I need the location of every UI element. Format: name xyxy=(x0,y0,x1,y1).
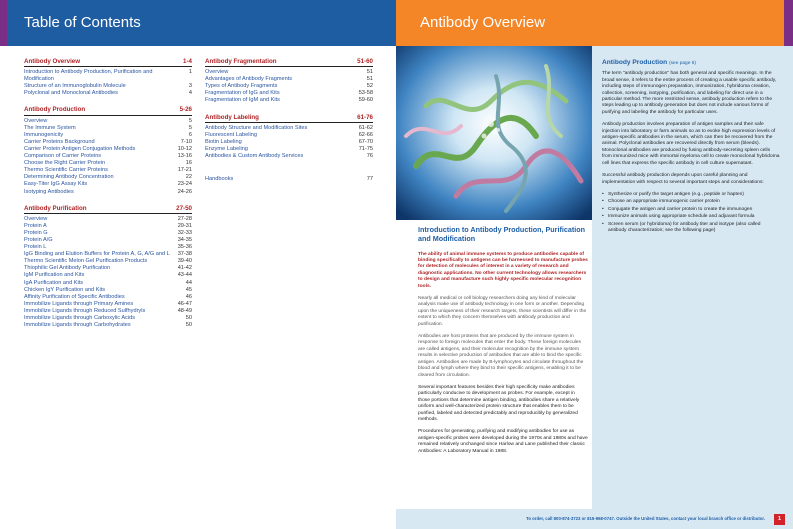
toc-entry[interactable] xyxy=(24,69,192,83)
toc-section xyxy=(205,58,373,105)
protein-structure-image xyxy=(396,46,592,220)
toc-entry[interactable] xyxy=(205,97,373,104)
sidebar-heading-text: Antibody Production xyxy=(602,59,668,66)
toc-entry[interactable] xyxy=(24,294,192,301)
toc-entry-page: 77 xyxy=(366,176,373,183)
list-item: • Conjugate the antigen and carrier protein to create the immunogen xyxy=(602,207,780,213)
toc-entry-page: 53-58 xyxy=(358,90,373,97)
toc-entry-title: Immobilize Ligands through Primary Amines xyxy=(24,300,134,307)
toc-entry-title: Overview xyxy=(205,69,229,76)
toc-entry[interactable] xyxy=(205,153,373,160)
toc-section xyxy=(24,205,192,330)
toc-entry[interactable] xyxy=(24,83,192,90)
toc-entry-page: 44 xyxy=(185,279,192,286)
toc-entry[interactable] xyxy=(24,223,192,230)
toc-entry-title: Immunogenicity xyxy=(24,131,64,138)
toc-section-heading[interactable] xyxy=(205,58,373,67)
page-number: 1 xyxy=(774,514,785,525)
toc-section-title: Antibody Production xyxy=(24,106,86,114)
toc-entry[interactable] xyxy=(24,90,192,97)
toc-entry-page: 24-26 xyxy=(177,188,192,195)
toc-entry-title: Protein L xyxy=(24,244,47,251)
intro-lead-paragraph: The ability of animal immune systems to produce antibodies capable of binding specifically to antigens can be harnessed to manufacture probes for detection of molecules of interest in a variety of research and diagnostic applications. No other current technology allows researchers to design and manufacture such highly specific molecular recognition tools. xyxy=(418,251,588,289)
toc-entry-page: 5 xyxy=(188,124,192,131)
toc-section-heading[interactable] xyxy=(205,114,373,123)
toc-entry-title: The Immune System xyxy=(24,124,76,131)
toc-entry[interactable] xyxy=(24,251,192,258)
toc-entry[interactable] xyxy=(24,237,192,244)
antibody-production-sidebar xyxy=(602,60,780,235)
toc-entry-title: Immobilize Ligands through Reduced Sulfhydryls xyxy=(24,307,146,314)
toc-entry-title: Thermo Scientific Melon Gel Purification Products xyxy=(24,258,148,265)
toc-entry-page: 5 xyxy=(188,117,192,124)
toc-entry-page: 7-10 xyxy=(180,138,192,145)
toc-entry-title: Isotyping Antibodies xyxy=(24,188,74,195)
toc-entry-title: Antibody Structure and Modification Sites xyxy=(205,124,308,131)
toc-entry[interactable] xyxy=(205,139,373,146)
toc-entry-page: 51 xyxy=(366,69,373,76)
toc-entry[interactable] xyxy=(24,308,192,315)
toc-entry[interactable] xyxy=(24,315,192,322)
toc-entry-title: Antibodies & Custom Antibody Services xyxy=(205,153,304,160)
toc-entry-page: 50 xyxy=(185,322,192,329)
toc-entry-page: 32-33 xyxy=(177,229,192,236)
toc-entry-title: Determining Antibody Concentration xyxy=(24,174,114,181)
toc-entry[interactable] xyxy=(24,272,192,279)
list-item: • Choose an appropriate immunogenic carrier protein xyxy=(602,199,780,205)
toc-entry-title: IgA Purification and Kits xyxy=(24,279,84,286)
toc-entry-page: 61-62 xyxy=(358,124,373,131)
intro-paragraph: Nearly all medical or cell biology researchers doing any kind of molecular analysis make use of antibody technology in one form or another. Depending upon the uniqueness of their research targets, these scientists will differ in the extent to which they concern themselves with antibody production and purification. xyxy=(418,296,587,327)
toc-entry[interactable] xyxy=(24,118,192,125)
toc-entry-page: 52 xyxy=(366,83,373,90)
considerations-list xyxy=(602,192,780,234)
toc-entry[interactable] xyxy=(24,174,192,181)
intro-paragraph: Antibodies are host proteins that are produced by the immune system in response to foreign molecules that enter the body. These foreign molecules are called antigens, and their molecular recognition by the immune system results in selective production of antibodies that are able to bind the specific antigen. Antibodies are made by B-lymphocytes and circulate throughout the blood and lymph where they bind to their specific antigens, enabling it to be cleared from circulation. xyxy=(418,334,584,378)
toc-entry-page: 22 xyxy=(185,174,192,181)
sidebar-paragraph: Antibody production involves preparation of antigen samples and their safe injection into laboratory or farm animals so as to evoke high expression levels of antigen-specific antibodies in the serum, which can then be recovered from the animal. Polyclonal antibodies are recovered directly from serum (bleeds). Monoclonal antibodies are produced by fusing antibody-secreting spleen cells from immunized mice with immortal myeloma cell to create monoclonal hybridoma cell lines that express the specific antibody in cell culture supernatant. xyxy=(602,122,780,166)
toc-entry-page: 16 xyxy=(185,160,192,167)
toc-entry-page: 1 xyxy=(188,69,192,76)
toc-entry-title: Carrier Proteins Background xyxy=(24,138,95,145)
toc-entry[interactable] xyxy=(24,244,192,251)
toc-section-pages: 1-4 xyxy=(183,58,192,65)
toc-entry-title: IgG Binding and Elution Buffers for Protein A, G, A/G and L xyxy=(24,251,170,258)
section-title: Antibody Overview xyxy=(420,14,546,31)
toc-entry-page: 23-24 xyxy=(177,181,192,188)
intro-heading: Introduction to Antibody Production, Purification and Modification xyxy=(418,225,586,243)
toc-entry[interactable] xyxy=(24,322,192,329)
toc-entry[interactable] xyxy=(24,280,192,287)
sidebar-paragraph: The term "antibody production" has both general and specific meanings. In the broad sense, it refers to the entire process of creating a usable specific antibody, including steps of immunogen preparation, immunization, hybridoma creation, collection, screening, isotyping, purification, and labeling for direct use in a particular method. The more restricted sense, antibody production refers to the steps leading up to antibody generation but does not include various forms of purifying and labeling the antibody for particular uses. xyxy=(602,71,777,115)
toc-entry[interactable] xyxy=(205,76,373,83)
intro-column xyxy=(418,226,588,461)
toc-entry-title: Immobilize Ligands through Carbohydrates xyxy=(24,322,131,329)
toc-entry[interactable] xyxy=(205,125,373,132)
toc-entry[interactable] xyxy=(24,160,192,167)
toc-entry-title: Fragmentation of IgG and Kits xyxy=(205,90,280,97)
toc-section-title: Antibody Labeling xyxy=(205,113,259,121)
toc-entry-title: IgM Purification and Kits xyxy=(24,272,85,279)
toc-entry-title: Protein A/G xyxy=(24,236,53,243)
toc-section-title: Antibody Fragmentation xyxy=(205,58,277,65)
sidebar-paragraph: Successful antibody production depends upon careful planning and implementation with respect to several important steps and considerations: xyxy=(602,173,764,185)
toc-entry[interactable] xyxy=(24,139,192,146)
toc-entry-page: 6 xyxy=(188,131,192,138)
toc-entry-page: 13-16 xyxy=(177,153,192,160)
toc-section-title: Antibody Purification xyxy=(24,204,87,212)
toc-entry[interactable] xyxy=(205,146,373,153)
toc-entry-page: 39-40 xyxy=(177,258,192,265)
toc-entry-title: Comparison of Carrier Proteins xyxy=(24,153,102,160)
toc-entry-page: 10-12 xyxy=(177,145,192,152)
toc-section-heading[interactable] xyxy=(24,205,192,214)
list-item: • Synthesize or purify the target antigen (e.g., peptide or hapten) xyxy=(602,192,780,198)
toc-entry-title: Overview xyxy=(24,117,48,124)
toc-entry-page: 51 xyxy=(366,76,373,83)
toc-section xyxy=(24,106,192,195)
toc-entry-page: 17-21 xyxy=(177,167,192,174)
toc-section-heading[interactable] xyxy=(24,106,192,115)
left-header-accent-stripe xyxy=(0,0,7,46)
toc-entry-page: 71-75 xyxy=(358,145,373,152)
toc-entry[interactable] xyxy=(24,189,192,196)
toc-entry-page: 27-28 xyxy=(177,215,192,222)
sidebar-heading xyxy=(602,60,780,67)
toc-entry-page: 76 xyxy=(366,153,373,160)
toc-entry-handbooks[interactable] xyxy=(205,176,373,183)
toc-section-pages: 51-60 xyxy=(357,58,373,65)
footer-bar xyxy=(396,509,793,529)
toc-section-pages: 61-76 xyxy=(357,113,373,121)
toc-section xyxy=(24,58,192,97)
toc-entry[interactable] xyxy=(24,216,192,223)
toc-entry-title: Thiophilic Gel Antibody Purification xyxy=(24,265,111,272)
toc-entry-page: 67-70 xyxy=(358,138,373,145)
toc-entry-title: Affinity Purification of Specific Antibodies xyxy=(24,293,125,300)
toc-entry-title: Thermo Scientific Carrier Proteins xyxy=(24,167,108,174)
toc-entry-page: 48-49 xyxy=(177,307,192,314)
toc-entry-title: Chicken IgY Purification and Kits xyxy=(24,286,106,293)
toc-entry-title: Introduction to Antibody Production, Purification and Modification xyxy=(24,69,153,83)
toc-entry[interactable] xyxy=(24,132,192,139)
toc-entry-page: 46 xyxy=(185,293,192,300)
left-header-band xyxy=(0,0,396,46)
toc-entry-page: 62-66 xyxy=(358,131,373,138)
toc-section-pages: 27-50 xyxy=(176,204,192,212)
intro-paragraph: Procedures for generating, purifying and modifying antibodies for use as antigen-specific probes were developed during the 1970s and 1980s and have remained relatively unchanged since Harlow and Lane published their classic Antibodies: A Laboratory Manual in 1988. xyxy=(418,429,588,454)
toc-entry[interactable] xyxy=(205,69,373,76)
toc-entry-title: Immobilize Ligands through Carboxylic Acids xyxy=(24,315,135,321)
toc-entry[interactable] xyxy=(24,167,192,174)
toc-entry-page: 35-36 xyxy=(177,244,192,251)
toc-entry-page: 3 xyxy=(188,83,192,90)
toc-section-heading[interactable] xyxy=(24,58,192,67)
toc-entry[interactable] xyxy=(24,125,192,132)
toc-entry-page: 59-60 xyxy=(358,97,373,104)
right-header-band xyxy=(396,0,793,46)
toc-entry-title: Easy-Titer IgG Assay Kits xyxy=(24,181,88,188)
sidebar-heading-note: (see page 5) xyxy=(669,61,696,66)
toc-entry-page: 37-38 xyxy=(177,251,192,258)
intro-paragraph: Several important features besides their high specificity make antibodies particularly conducive to development as probes. For example, except in those portions that determine antigen binding, antibodies share a relatively uniform and well-characterized protein structure that enables them to be purified, labeled and detected predictably and reproducibly by generalized methods. xyxy=(418,384,580,422)
toc-section xyxy=(205,114,373,161)
toc-entry-title: Carrier Protein:Antigen Conjugation Methods xyxy=(24,145,136,152)
ordering-info: To order, call 800-874-3723 or 815-968-0747. Outside the United States, contact your local branch office or distributor. xyxy=(526,516,765,521)
toc-entry[interactable] xyxy=(24,265,192,272)
toc-entry-title: Advantages of Antibody Fragments xyxy=(205,76,293,83)
toc-entry-page: 41-42 xyxy=(177,265,192,272)
toc-entry-title: Enzyme Labeling xyxy=(205,145,248,152)
toc-entry[interactable] xyxy=(24,146,192,153)
toc-entry-title: Structure of an Immunoglobulin Molecule xyxy=(24,83,126,90)
page-title: Table of Contents xyxy=(24,14,141,31)
list-item: • Immunize animals using appropriate schedule and adjuvant formula xyxy=(602,214,780,220)
toc-entry-title: Handbooks xyxy=(205,176,234,183)
left-page xyxy=(0,0,396,529)
toc-entry-title: Choose the Right Carrier Protein xyxy=(24,160,106,167)
toc-entry-page: 45 xyxy=(185,286,192,293)
toc-entry-title: Fluorescent Labeling xyxy=(205,131,257,138)
toc-entry[interactable] xyxy=(205,83,373,90)
toc-entry[interactable] xyxy=(24,287,192,294)
toc-column-1 xyxy=(24,58,192,338)
toc-section-pages: 5-26 xyxy=(179,106,192,114)
toc-entry-page: 46-47 xyxy=(177,300,192,307)
toc-entry-page: 29-31 xyxy=(177,222,192,229)
toc-entry-title: Polyclonal and Monoclonal Antibodies xyxy=(24,90,118,97)
toc-entry-title: Fragmentation of IgM and Kits xyxy=(205,97,280,104)
toc-section-title: Antibody Overview xyxy=(24,58,81,65)
toc-entry[interactable] xyxy=(205,132,373,139)
toc-entry[interactable] xyxy=(24,230,192,237)
toc-entry-page: 34-35 xyxy=(177,236,192,243)
list-item: • Screen serum (or hybridoma) for antibody titer and isotype (also called antibody characterization; see the following page) xyxy=(602,222,780,235)
toc-entry[interactable] xyxy=(24,181,192,188)
toc-entry-title: Biotin Labeling xyxy=(205,138,242,145)
toc-entry[interactable] xyxy=(205,90,373,97)
toc-entry[interactable] xyxy=(24,153,192,160)
toc-entry-title: Overview xyxy=(24,215,48,222)
right-page xyxy=(396,0,793,529)
right-header-accent-stripe xyxy=(784,0,793,46)
toc-entry-title: Protein A xyxy=(24,222,47,229)
toc-column-2 xyxy=(205,58,373,183)
toc-entry[interactable] xyxy=(24,258,192,265)
toc-entry-title: Types of Antibody Fragments xyxy=(205,83,278,90)
toc-entry-page: 4 xyxy=(188,90,192,97)
toc-entry[interactable] xyxy=(24,301,192,308)
toc-entry-page: 43-44 xyxy=(177,272,192,279)
toc-entry-title: Protein G xyxy=(24,229,48,236)
toc-entry-page: 50 xyxy=(185,315,192,321)
